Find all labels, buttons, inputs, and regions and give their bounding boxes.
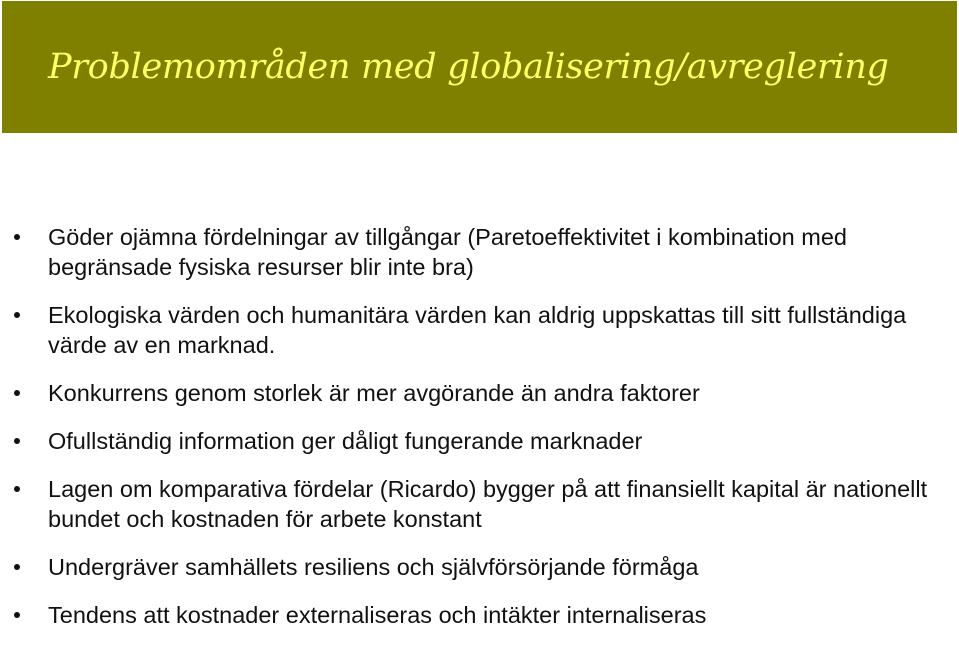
bullet-text: Undergräver samhällets resiliens och självförsörjande förmåga [48,554,699,580]
bullet-dot-icon [14,234,20,240]
bullet-dot-icon [14,390,20,396]
bullet-text: Tendens att kostnader externaliseras och intäkter internaliseras [48,602,707,628]
bullet-item [0,426,959,456]
bullet-text: Konkurrens genom storlek är mer avgörande än andra faktorer [48,380,700,406]
bullet-item [0,222,959,282]
bullet-dot-icon [14,564,20,570]
bullet-dot-icon [14,486,20,492]
bullet-dot-icon [14,438,20,444]
bullet-item [0,552,959,582]
bullet-item [0,474,959,534]
bullet-item [0,300,959,360]
slide-title: Problemområden med globalisering/avreglering [48,47,889,87]
bullet-item [0,378,959,408]
bullet-text: Göder ojämna fördelningar av tillgångar (Paretoeffektivitet i kombination med begränsade fysiska resurser blir inte bra) [48,224,847,280]
bullet-text: Ekologiska värden och humanitära värden kan aldrig uppskattas till sitt fullständiga värde av en marknad. [48,302,907,358]
bullet-dot-icon [14,612,20,618]
bullet-list [0,222,959,648]
bullet-text: Ofullständig information ger dåligt fungerande marknader [48,428,643,454]
bullet-text: Lagen om komparativa fördelar (Ricardo) bygger på att finansiellt kapital är nationellt bundet och kostnaden för arbete konstant [48,476,928,532]
bullet-dot-icon [14,312,20,318]
bullet-item [0,600,959,630]
title-bar [2,1,957,133]
